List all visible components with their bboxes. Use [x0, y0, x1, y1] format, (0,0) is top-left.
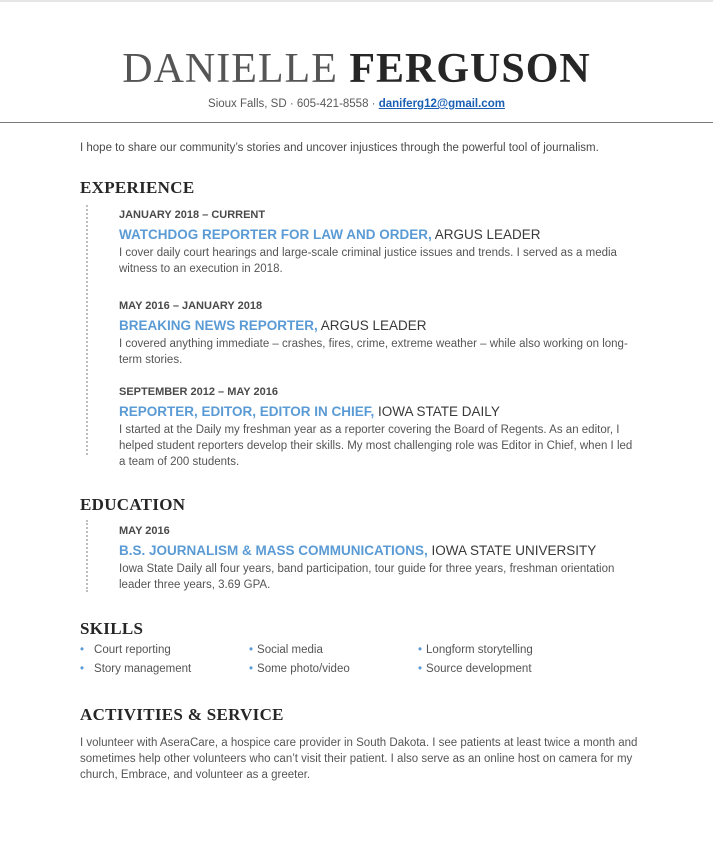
contact-line	[0, 98, 713, 110]
candidate-name	[0, 44, 713, 94]
entry-description: I cover daily court hearings and large-scale criminal justice issues and trends. I served as a media witness to an execution in 2018.	[119, 247, 617, 275]
skill-item	[249, 644, 323, 656]
skill-item	[80, 663, 191, 675]
experience-heading: EXPERIENCE	[80, 178, 195, 197]
location-phone: Sioux Falls, SD · 605-421-8558 ·	[208, 98, 379, 110]
skill-item	[418, 644, 533, 656]
skill-item	[418, 663, 532, 675]
experience-entry	[119, 385, 639, 470]
education-heading: EDUCATION	[80, 495, 186, 514]
entry-title: REPORTER, EDITOR, EDITOR IN CHIEF,	[119, 404, 375, 419]
bullet-icon: •	[249, 663, 254, 675]
experience-entry	[119, 208, 639, 277]
experience-timeline	[86, 205, 88, 455]
education-timeline	[86, 520, 88, 592]
entry-date: MAY 2016	[119, 525, 170, 537]
experience-entry	[119, 299, 639, 368]
bullet-icon: •	[418, 644, 423, 656]
skill-label: Source development	[426, 663, 532, 675]
bullet-icon: •	[418, 663, 423, 675]
entry-org: IOWA STATE DAILY	[378, 404, 500, 419]
skill-label: Social media	[257, 644, 323, 656]
entry-date: JANUARY 2018 – CURRENT	[119, 209, 266, 221]
skill-label: Story management	[94, 663, 192, 675]
skill-label: Longform storytelling	[426, 644, 533, 656]
entry-description: I started at the Daily my freshman year as a reporter covering the Board of Regents. As an editor, I helped student reporters develop their skills. My most challenging role was Editor in Chief, when I led a team of 200 students.	[119, 424, 633, 468]
email-link[interactable]: daniferg12@gmail.com	[378, 98, 505, 110]
entry-org: ARGUS LEADER	[434, 227, 541, 242]
bullet-icon: •	[80, 644, 85, 656]
entry-org: ARGUS LEADER	[320, 318, 427, 333]
bullet-icon: •	[249, 644, 254, 656]
skills-heading: SKILLS	[80, 619, 144, 638]
activities-text: I volunteer with AseraCare, a hospice care provider in South Dakota. I see patients at least twice a month and sometimes help other volunteers who can’t visit their patient. I also serve as an online host on camera for my church, Embrace, and volunteer as a greeter.	[80, 737, 638, 781]
entry-org: IOWA STATE UNIVERSITY	[431, 543, 597, 558]
entry-title: WATCHDOG REPORTER FOR LAW AND ORDER,	[119, 227, 432, 242]
last-name: FERGUSON	[349, 46, 591, 92]
entry-title: BREAKING NEWS REPORTER,	[119, 318, 318, 333]
bullet-icon: •	[80, 663, 85, 675]
education-entry	[119, 524, 639, 593]
first-name: DANIELLE	[122, 46, 338, 92]
entry-description: Iowa State Daily all four years, band participation, tour guide for three years, freshman orientation leader three years, 3.69 GPA.	[119, 563, 615, 591]
entry-date: SEPTEMBER 2012 – MAY 2016	[119, 386, 278, 398]
skill-item	[249, 663, 350, 675]
skill-label: Some photo/video	[257, 663, 350, 675]
activities-heading: ACTIVITIES & SERVICE	[80, 705, 284, 724]
objective-statement: I hope to share our community’s stories and uncover injustices through the powerful tool of journalism.	[80, 142, 599, 154]
entry-date: MAY 2016 – JANUARY 2018	[119, 300, 263, 312]
resume-header	[0, 44, 713, 110]
entry-title: B.S. JOURNALISM & MASS COMMUNICATIONS,	[119, 543, 428, 558]
skill-item	[80, 644, 171, 656]
entry-role	[119, 226, 639, 244]
entry-role	[119, 542, 639, 560]
entry-role	[119, 403, 639, 421]
entry-role	[119, 317, 639, 335]
header-divider	[0, 122, 713, 123]
entry-description: I covered anything immediate – crashes, fires, crime, extreme weather – while also working on long-term stories.	[119, 338, 628, 366]
skill-label: Court reporting	[94, 644, 171, 656]
top-border	[0, 0, 713, 2]
